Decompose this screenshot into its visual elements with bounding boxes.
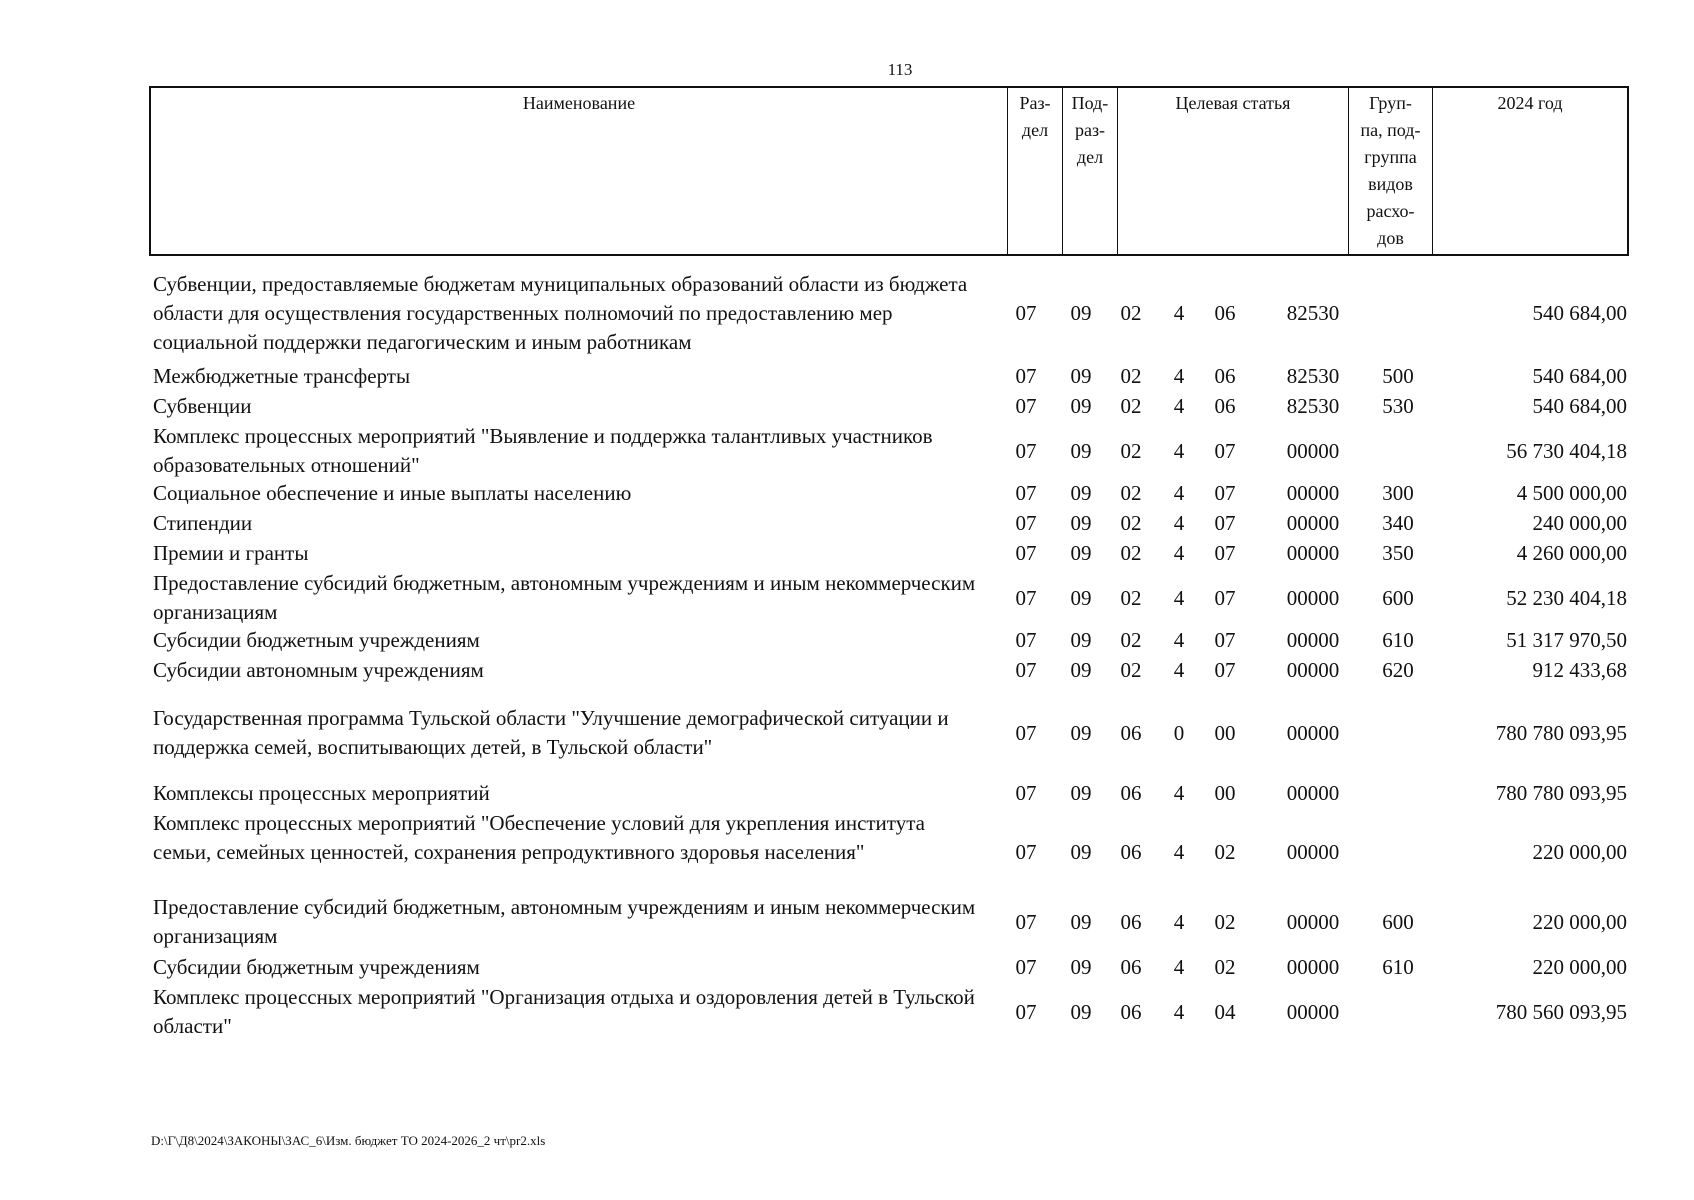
row-name: Комплексы процессных мероприятий	[153, 781, 490, 805]
row-group: 610	[1382, 628, 1414, 652]
table-row	[0, 656, 1694, 685]
row-c2: 4	[1173, 628, 1185, 652]
row-c3: 07	[1214, 585, 1236, 610]
row-c4: 00000	[1286, 781, 1340, 805]
row-podrazdel: 09	[1070, 909, 1092, 934]
table-header	[149, 86, 1629, 256]
header-razdel: Раз- дел	[1007, 88, 1062, 254]
row-c3: 02	[1214, 909, 1236, 934]
table-row	[0, 626, 1694, 655]
row-c3: 02	[1214, 955, 1236, 979]
row-amount: 220 000,00	[1532, 909, 1627, 934]
row-podrazdel: 09	[1070, 720, 1092, 745]
row-razdel: 07	[1015, 438, 1037, 463]
table-row	[0, 893, 1694, 951]
row-c3: 04	[1214, 999, 1236, 1024]
row-c3: 07	[1214, 481, 1236, 505]
row-c2: 4	[1173, 909, 1185, 934]
row-podrazdel: 09	[1070, 955, 1092, 979]
row-name: Субсидии автономным учреждениям	[153, 658, 484, 682]
page-number: 113	[887, 60, 913, 79]
row-group: 600	[1382, 909, 1414, 934]
row-amount: 51 317 970,50	[1506, 628, 1627, 652]
table-row	[0, 704, 1694, 762]
row-razdel: 07	[1015, 658, 1037, 682]
row-c3: 06	[1214, 301, 1236, 325]
row-c2: 4	[1173, 781, 1185, 805]
row-c1: 02	[1120, 658, 1142, 682]
row-c4: 00000	[1286, 438, 1340, 463]
row-c2: 4	[1173, 438, 1185, 463]
row-c2: 4	[1173, 301, 1185, 325]
row-c2: 0	[1173, 720, 1185, 745]
row-amount: 220 000,00	[1532, 955, 1627, 979]
row-c2: 4	[1173, 364, 1185, 388]
row-razdel: 07	[1015, 364, 1037, 388]
row-podrazdel: 09	[1070, 541, 1092, 565]
row-group: 350	[1382, 541, 1414, 565]
row-razdel: 07	[1015, 840, 1037, 864]
row-c3: 07	[1214, 438, 1236, 463]
table-row	[0, 983, 1694, 1041]
header-year: 2024 год	[1432, 88, 1627, 254]
row-amount: 540 684,00	[1532, 301, 1627, 325]
row-group: 340	[1382, 511, 1414, 535]
row-podrazdel: 09	[1070, 658, 1092, 682]
row-amount: 780 780 093,95	[1495, 720, 1627, 745]
table-row	[0, 392, 1694, 421]
row-c4: 00000	[1286, 720, 1340, 745]
table-row	[0, 509, 1694, 538]
row-amount: 240 000,00	[1532, 511, 1627, 535]
row-name: Стипендии	[153, 511, 253, 535]
row-c1: 06	[1120, 909, 1142, 934]
row-c1: 02	[1120, 364, 1142, 388]
row-c2: 4	[1173, 840, 1185, 864]
row-group: 610	[1382, 955, 1414, 979]
row-c2: 4	[1173, 585, 1185, 610]
row-razdel: 07	[1015, 999, 1037, 1024]
row-amount: 4 500 000,00	[1516, 481, 1627, 505]
row-podrazdel: 09	[1070, 628, 1092, 652]
row-group: 620	[1382, 658, 1414, 682]
row-c1: 02	[1120, 511, 1142, 535]
row-group: 500	[1382, 364, 1414, 388]
row-c2: 4	[1173, 999, 1185, 1024]
row-c1: 02	[1120, 394, 1142, 418]
row-c2: 4	[1173, 511, 1185, 535]
row-c3: 07	[1214, 658, 1236, 682]
row-c2: 4	[1173, 481, 1185, 505]
row-name: Комплекс процессных мероприятий "Организация отдыха и оздоровления детей в Тульской области"	[153, 985, 975, 1038]
row-podrazdel: 09	[1070, 585, 1092, 610]
row-c2: 4	[1173, 658, 1185, 682]
row-razdel: 07	[1015, 720, 1037, 745]
row-c1: 02	[1120, 585, 1142, 610]
row-amount: 780 560 093,95	[1495, 999, 1627, 1024]
header-name: Наименование	[522, 93, 636, 113]
row-c1: 02	[1120, 301, 1142, 325]
row-group: 530	[1382, 394, 1414, 418]
row-podrazdel: 09	[1070, 840, 1092, 864]
row-c4: 00000	[1286, 999, 1340, 1024]
row-podrazdel: 09	[1070, 394, 1092, 418]
table-row	[0, 539, 1694, 568]
row-podrazdel: 09	[1070, 781, 1092, 805]
row-amount: 912 433,68	[1532, 658, 1627, 682]
row-c4: 00000	[1286, 909, 1340, 934]
row-razdel: 07	[1015, 541, 1037, 565]
row-name: Субвенции	[153, 394, 252, 418]
row-c4: 00000	[1286, 481, 1340, 505]
row-c1: 06	[1120, 999, 1142, 1024]
row-name: Предоставление субсидий бюджетным, автономным учреждениям и иным некоммерческим организациям	[153, 571, 976, 624]
row-c4: 00000	[1286, 840, 1340, 864]
header-group: Груп- па, под- группа видов расхо- дов	[1348, 88, 1432, 254]
table-row	[0, 569, 1694, 627]
table-row	[0, 779, 1694, 808]
row-c4: 82530	[1286, 394, 1340, 418]
row-c1: 02	[1120, 541, 1142, 565]
row-razdel: 07	[1015, 909, 1037, 934]
row-c1: 06	[1120, 955, 1142, 979]
row-name: Предоставление субсидий бюджетным, автономным учреждениям и иным некоммерческим организациям	[153, 895, 976, 948]
row-c2: 4	[1173, 955, 1185, 979]
row-razdel: 07	[1015, 781, 1037, 805]
table-row	[0, 479, 1694, 508]
row-podrazdel: 09	[1070, 364, 1092, 388]
row-c2: 4	[1173, 394, 1185, 418]
row-podrazdel: 09	[1070, 481, 1092, 505]
row-amount: 4 260 000,00	[1516, 541, 1627, 565]
row-c3: 06	[1214, 364, 1236, 388]
row-name: Комплекс процессных мероприятий "Обеспечение условий для укрепления института семьи, семейных ценностей, сохранения репродуктивного здоровья населения"	[153, 811, 925, 864]
row-razdel: 07	[1015, 585, 1037, 610]
row-c3: 02	[1214, 840, 1236, 864]
row-c3: 06	[1214, 394, 1236, 418]
row-razdel: 07	[1015, 511, 1037, 535]
table-row	[0, 270, 1694, 357]
row-name: Комплекс процессных мероприятий "Выявление и поддержка талантливых участников образовательных отношений"	[153, 424, 933, 477]
row-podrazdel: 09	[1070, 999, 1092, 1024]
table-row	[0, 422, 1694, 480]
row-c4: 00000	[1286, 628, 1340, 652]
row-c3: 07	[1214, 541, 1236, 565]
row-c4: 82530	[1286, 364, 1340, 388]
row-amount: 52 230 404,18	[1506, 585, 1627, 610]
row-razdel: 07	[1015, 481, 1037, 505]
row-amount: 780 780 093,95	[1495, 781, 1627, 805]
row-c2: 4	[1173, 541, 1185, 565]
row-c3: 07	[1214, 628, 1236, 652]
row-group: 300	[1382, 481, 1414, 505]
row-c1: 06	[1120, 840, 1142, 864]
row-c3: 00	[1214, 781, 1236, 805]
row-podrazdel: 09	[1070, 511, 1092, 535]
table-row	[0, 809, 1694, 896]
header-target: Целевая статья	[1117, 88, 1348, 254]
header-podrazdel: Под- раз- дел	[1062, 88, 1117, 254]
row-name: Субсидии бюджетным учреждениям	[153, 955, 480, 979]
table-row	[0, 362, 1694, 391]
row-name: Субвенции, предоставляемые бюджетам муниципальных образований области из бюджета области для осуществления государственных полномочий по предоставлению мер социальной поддержки педагогическим и иным работникам	[153, 272, 968, 354]
row-amount: 56 730 404,18	[1506, 438, 1627, 463]
row-razdel: 07	[1015, 394, 1037, 418]
row-c4: 00000	[1286, 658, 1340, 682]
row-c3: 00	[1214, 720, 1236, 745]
row-c4: 00000	[1286, 585, 1340, 610]
row-c1: 06	[1120, 720, 1142, 745]
row-amount: 540 684,00	[1532, 394, 1627, 418]
row-c3: 07	[1214, 511, 1236, 535]
row-group: 600	[1382, 585, 1414, 610]
row-name: Премии и гранты	[153, 541, 309, 565]
file-path-footer: D:\Г\Д8\2024\ЗАКОНЫ\ЗАС_6\Изм. бюджет ТО 2024-2026_2 чт\pr2.xls	[151, 1133, 546, 1148]
row-amount: 220 000,00	[1532, 840, 1627, 864]
row-c1: 02	[1120, 481, 1142, 505]
table-row	[0, 953, 1694, 982]
row-razdel: 07	[1015, 301, 1037, 325]
row-name: Межбюджетные трансферты	[153, 364, 411, 388]
row-c4: 00000	[1286, 955, 1340, 979]
row-c4: 00000	[1286, 541, 1340, 565]
row-c1: 02	[1120, 438, 1142, 463]
row-podrazdel: 09	[1070, 301, 1092, 325]
row-name: Социальное обеспечение и иные выплаты населению	[153, 481, 632, 505]
row-c4: 82530	[1286, 301, 1340, 325]
row-name: Государственная программа Тульской области "Улучшение демографической ситуации и поддержка семей, воспитывающих детей, в Тульской области"	[153, 706, 949, 759]
row-c1: 06	[1120, 781, 1142, 805]
row-amount: 540 684,00	[1532, 364, 1627, 388]
row-c1: 02	[1120, 628, 1142, 652]
row-c4: 00000	[1286, 511, 1340, 535]
row-podrazdel: 09	[1070, 438, 1092, 463]
row-name: Субсидии бюджетным учреждениям	[153, 628, 480, 652]
row-razdel: 07	[1015, 628, 1037, 652]
row-razdel: 07	[1015, 955, 1037, 979]
